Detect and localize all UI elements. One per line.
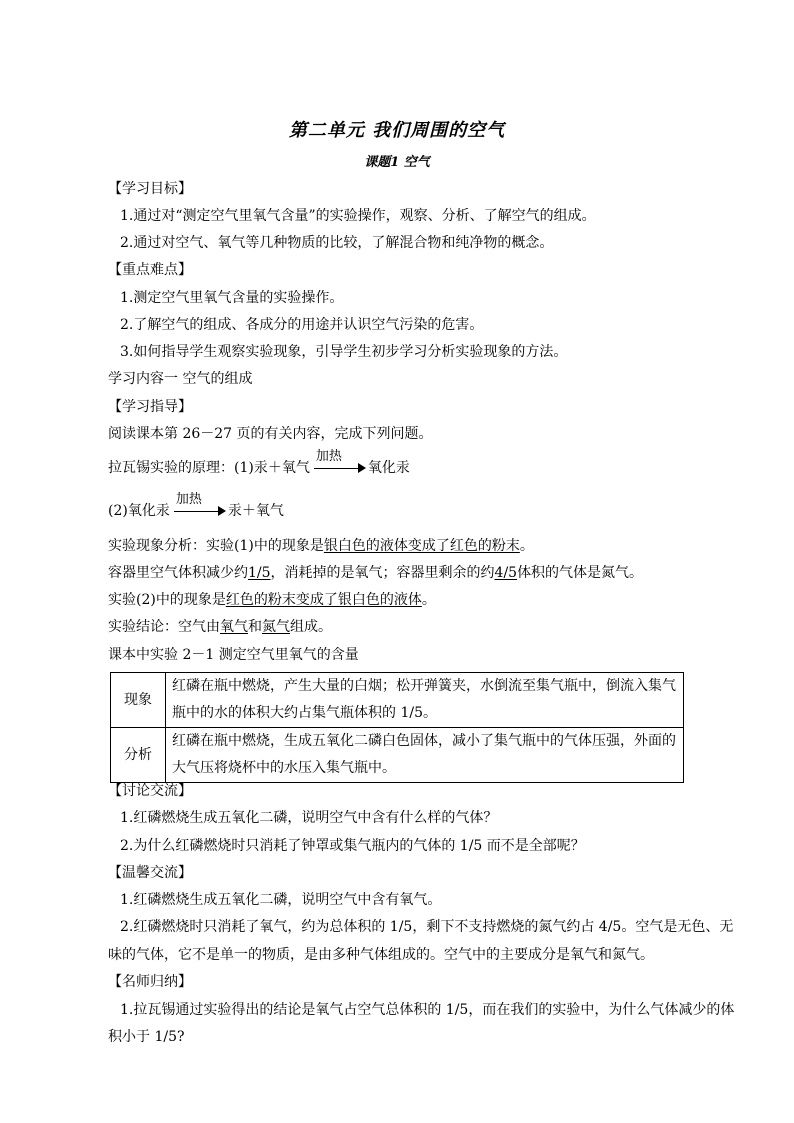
content1-heading: 学习内容一 空气的组成 [108, 371, 253, 387]
tips-item-2-line-1: 2.红磷燃烧时只消耗了氧气，约为总体积的 1/5，剩下不支持燃烧的氮气约占 4/5。空气是无色、无 [120, 919, 734, 935]
analysis-text: ，消耗掉的是氧气；容器里剩余的约 [270, 565, 495, 581]
unit-title: 第二单元 我们周围的空气 [288, 120, 506, 141]
reaction-arrow [170, 492, 228, 520]
answer-underlined: 氧气 [220, 619, 248, 635]
tips-heading: 【温馨交流】 [108, 865, 192, 881]
table-header-cell: 现象 [111, 673, 166, 728]
key-point-item-3: 3.如何指导学生观察实验现象，引导学生初步学习分析实验现象的方法。 [120, 344, 568, 360]
lavoisier-equation-1 [108, 449, 410, 477]
discussion-item-1: 1.红磷燃烧生成五氧化二磷，说明空气中含有什么样的气体？ [120, 810, 498, 826]
lesson-title: 课题1 空气 [364, 155, 430, 170]
summary-item-1-line-2: 积小于 1/5? [108, 1029, 185, 1045]
lavoisier-equation-2 [108, 492, 284, 520]
analysis-text: 组成。 [290, 619, 332, 635]
key-point-item-1: 1.测定空气里氧气含量的实验操作。 [120, 290, 344, 306]
analysis-text: 实验结论：空气由 [108, 619, 220, 635]
guide-heading: 【学习指导】 [108, 399, 192, 415]
experiment-table [110, 672, 684, 783]
equation-1-reactants: 拉瓦锡实验的原理：(1)汞＋氧气 [108, 460, 310, 476]
answer-underlined: 4/5 [494, 565, 518, 581]
analysis-line-3 [108, 591, 436, 609]
heating-condition: 加热 [315, 449, 342, 464]
equation-1-product: 氧化汞 [367, 460, 410, 476]
analysis-text: 容器里空气体积减少约 [108, 565, 248, 581]
analysis-line-4 [108, 618, 332, 636]
reaction-arrow [310, 449, 368, 477]
equation-2-reactant: (2)氧化汞 [108, 503, 170, 519]
heating-condition: 加热 [175, 492, 202, 507]
analysis-text: 。 [519, 538, 534, 554]
answer-underlined: 1/5 [248, 565, 271, 581]
table-cell: 红磷在瓶中燃烧，产生大量的白烟；松开弹簧夹，水倒流至集气瓶中，倒流入集气瓶中的水的体积大约占集气瓶体积的 1/5。 [166, 673, 684, 728]
table-row [111, 728, 684, 783]
analysis-text: 实验(2)中的现象是 [108, 592, 226, 608]
table-cell: 红磷在瓶中燃烧，生成五氧化二磷白色固体，减小了集气瓶中的气体压强，外面的大气压将烧杯中的水压入集气瓶中。 [166, 728, 684, 783]
reading-instruction: 阅读课本第 26－27 页的有关内容，完成下列问题。 [108, 426, 433, 442]
answer-underlined: 银白色的液体变成了红色的粉末 [323, 538, 520, 554]
analysis-line-2 [108, 564, 643, 582]
experiment-caption: 课本中实验 2－1 测定空气里氧气的含量 [108, 647, 359, 663]
objectives-heading: 【学习目标】 [108, 181, 192, 197]
objective-item-2: 2.通过对空气、氧气等几种物质的比较，了解混合物和纯净物的概念。 [120, 235, 554, 251]
tips-item-1: 1.红磷燃烧生成五氧化二磷，说明空气中含有氧气。 [120, 892, 442, 908]
analysis-text: 。 [421, 592, 436, 608]
discussion-item-2: 2.为什么红磷燃烧时只消耗了钟罩或集气瓶内的气体的 1/5 而不是全部呢？ [120, 838, 585, 854]
answer-underlined: 红色的粉末变成了银白色的液体 [225, 592, 422, 608]
answer-underlined: 氮气 [262, 619, 290, 635]
summary-item-1-line-1: 1.拉瓦锡通过实验得出的结论是氧气占空气总体积的 1/5，而在我们的实验中，为什么气体减少的体 [120, 1002, 735, 1018]
table-header-cell: 分析 [111, 728, 166, 783]
table-row [111, 673, 684, 728]
key-point-item-2: 2.了解空气的组成、各成分的用途并认识空气污染的危害。 [120, 317, 484, 333]
tips-item-2-line-2: 味的气体，它不是单一的物质，是由多种气体组成的。空气中的主要成分是氧气和氮气。 [108, 947, 654, 963]
key-points-heading: 【重点难点】 [108, 262, 192, 278]
summary-heading: 【名师归纳】 [108, 974, 192, 990]
discussion-heading: 【讨论交流】 [108, 783, 192, 799]
analysis-text: 实验现象分析：实验(1)中的现象是 [108, 538, 324, 554]
analysis-text: 体积的气体是氮气。 [517, 565, 644, 581]
analysis-text: 和 [248, 619, 262, 635]
objective-item-1: 1.通过对“测定空气里氧气含量”的实验操作，观察、分析、了解空气的组成。 [120, 208, 596, 224]
equation-2-products: 汞＋氧气 [227, 503, 284, 519]
analysis-line-1 [108, 537, 534, 555]
